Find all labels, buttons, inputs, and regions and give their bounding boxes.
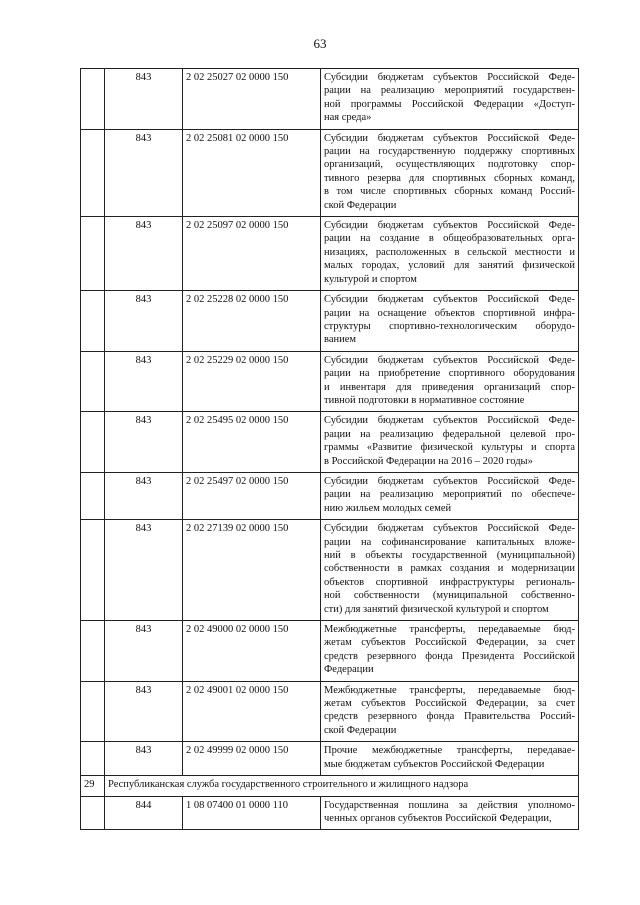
- table-row: [81, 217, 579, 291]
- description-line: собственности в рамках создания и модернизации: [324, 563, 575, 575]
- number-cell: [81, 129, 105, 216]
- description-line: Субсидии бюджетам субъектов Российской Феде-: [324, 72, 575, 83]
- description-line: Субсидии бюджетам субъектов Российской Феде-: [324, 415, 575, 427]
- description-line: объектов спортивной инфраструктуры региональ-: [324, 576, 575, 588]
- description-cell: [321, 621, 579, 682]
- description-line: рации на государственную поддержку спортивных: [324, 146, 575, 158]
- admin-code-cell: 843: [105, 681, 183, 742]
- admin-code-cell: 843: [105, 129, 183, 216]
- description-cell: [321, 520, 579, 621]
- description-line: Субсидии бюджетам субъектов Российской Феде-: [324, 220, 575, 232]
- description-line: структуры спортивно-технологическим оборудо-: [324, 320, 575, 332]
- description-line: рации на реализацию мероприятий государствен-: [324, 85, 575, 97]
- section-title: Республиканская служба государственного строительного и жилищного надзора: [105, 776, 579, 796]
- description-line: Межбюджетные трансферты, передаваемые бюд-: [324, 684, 575, 696]
- description-line: и инвентаря для приведения организаций спор-: [324, 381, 575, 393]
- admin-code-cell: 843: [105, 69, 183, 130]
- description-line: Федерации: [324, 664, 374, 676]
- description-line: ской Федерации: [324, 199, 397, 211]
- description-line: ской Федерации: [324, 724, 397, 736]
- number-cell: [81, 217, 105, 291]
- number-cell: [81, 472, 105, 519]
- admin-code-cell: 843: [105, 742, 183, 776]
- description-line: мые бюджетам субъектов Российской Федерации: [324, 758, 545, 770]
- section-number: 29: [81, 776, 105, 796]
- description-line: малых городах, условий для занятий физической: [324, 260, 575, 272]
- description-cell: [321, 351, 579, 412]
- revenue-code-cell: 2 02 27139 02 0000 150: [183, 520, 321, 621]
- table-row: [81, 412, 579, 473]
- description-cell: [321, 472, 579, 519]
- revenue-codes-table: [80, 68, 579, 830]
- number-cell: [81, 520, 105, 621]
- table-row: [81, 742, 579, 776]
- page-number: 63: [313, 36, 327, 51]
- description-line: средств резервного фонда Правительства Россий-: [324, 711, 575, 723]
- number-cell: [81, 291, 105, 352]
- revenue-code-cell: 2 02 49999 02 0000 150: [183, 742, 321, 776]
- admin-code-cell: 843: [105, 291, 183, 352]
- description-cell: [321, 69, 579, 130]
- description-line: рации на оснащение объектов спортивной инфра-: [324, 307, 575, 319]
- description-line: Субсидии бюджетам субъектов Российской Феде-: [324, 475, 575, 487]
- revenue-code-cell: 2 02 49000 02 0000 150: [183, 621, 321, 682]
- description-line: культурой и спортом: [324, 273, 417, 285]
- description-line: нию жильем молодых семей: [324, 502, 452, 514]
- description-line: Субсидии бюджетам субъектов Российской Феде-: [324, 523, 575, 535]
- revenue-code-cell: 2 02 25228 02 0000 150: [183, 291, 321, 352]
- table-row: [81, 796, 579, 830]
- table-row: [81, 520, 579, 621]
- description-line: Межбюджетные трансферты, передаваемые бюд-: [324, 624, 575, 636]
- description-cell: [321, 412, 579, 473]
- description-line: ний в объекты государственной (муниципальной): [324, 550, 575, 561]
- description-line: ной собственности (муниципальной собственно-: [324, 590, 575, 602]
- description-line: Субсидии бюджетам субъектов Российской Феде-: [324, 354, 575, 366]
- description-line: граммы «Развитие физической культуры и спорта: [324, 442, 575, 454]
- number-cell: [81, 796, 105, 830]
- description-line: Прочие межбюджетные трансферты, передавае-: [324, 745, 575, 757]
- table-row: [81, 129, 579, 216]
- table-row: [81, 681, 579, 742]
- description-line: рации на создание в общеобразовательных орга-: [324, 233, 575, 245]
- revenue-code-cell: 2 02 25497 02 0000 150: [183, 472, 321, 519]
- description-line: рации на реализацию мероприятий по обеспече-: [324, 489, 575, 501]
- admin-code-cell: 843: [105, 520, 183, 621]
- description-cell: [321, 217, 579, 291]
- revenue-code-cell: 2 02 25495 02 0000 150: [183, 412, 321, 473]
- table-row: [81, 621, 579, 682]
- description-line: жетам субъектов Российской Федерации, за счет: [324, 698, 575, 710]
- admin-code-cell: 843: [105, 621, 183, 682]
- description-line: организаций, осуществляющих подготовку спор-: [324, 159, 575, 171]
- description-line: рации на приобретение спортивного оборудования: [324, 368, 575, 380]
- table-row: [81, 291, 579, 352]
- revenue-code-cell: 2 02 25027 02 0000 150: [183, 69, 321, 130]
- admin-code-cell: 843: [105, 412, 183, 473]
- description-line: ченных органов субъектов Российской Федерации,: [324, 812, 552, 824]
- table-body: [81, 69, 579, 830]
- admin-code-cell: 844: [105, 796, 183, 830]
- description-line: сти) для занятий физической культурой и спортом: [324, 603, 549, 615]
- description-line: тивного резерва для спортивных сборных команд,: [324, 172, 575, 184]
- description-line: в том числе спортивных сборных команд Россий-: [324, 186, 575, 198]
- table-row: [81, 351, 579, 412]
- admin-code-cell: 843: [105, 217, 183, 291]
- description-cell: [321, 129, 579, 216]
- table-row: [81, 69, 579, 130]
- admin-code-cell: 843: [105, 472, 183, 519]
- revenue-code-cell: 1 08 07400 01 0000 110: [183, 796, 321, 830]
- number-cell: [81, 351, 105, 412]
- description-line: низациях, расположенных в сельской местности и: [324, 246, 575, 258]
- description-line: рации на реализацию федеральной целевой про-: [324, 428, 575, 440]
- number-cell: [81, 412, 105, 473]
- description-cell: [321, 291, 579, 352]
- revenue-code-cell: 2 02 25229 02 0000 150: [183, 351, 321, 412]
- description-line: Субсидии бюджетам субъектов Российской Феде-: [324, 294, 575, 306]
- description-cell: [321, 796, 579, 830]
- description-line: Субсидии бюджетам субъектов Российской Феде-: [324, 132, 575, 144]
- description-line: ная среда»: [324, 112, 372, 124]
- description-line: тивной подготовки в нормативное состояние: [324, 394, 525, 406]
- number-cell: [81, 681, 105, 742]
- number-cell: [81, 621, 105, 682]
- description-line: в Российской Федерации на 2016 – 2020 годы»: [324, 455, 533, 467]
- description-cell: [321, 742, 579, 776]
- description-line: рации на софинансирование капитальных вложе-: [324, 536, 575, 548]
- description-cell: [321, 681, 579, 742]
- description-line: ванием: [324, 334, 357, 346]
- table-row: [81, 472, 579, 519]
- admin-code-cell: 843: [105, 351, 183, 412]
- section-row: [81, 776, 579, 796]
- description-line: Государственная пошлина за действия уполномо-: [324, 799, 575, 811]
- description-line: средств резервного фонда Президента Российской: [324, 650, 575, 662]
- description-line: ной программы Российской Федерации «Доступ-: [324, 98, 575, 110]
- description-line: жетам субъектов Российской Федерации, за счет: [324, 637, 575, 649]
- number-cell: [81, 742, 105, 776]
- revenue-code-cell: 2 02 25097 02 0000 150: [183, 217, 321, 291]
- revenue-code-cell: 2 02 25081 02 0000 150: [183, 129, 321, 216]
- number-cell: [81, 69, 105, 130]
- revenue-code-cell: 2 02 49001 02 0000 150: [183, 681, 321, 742]
